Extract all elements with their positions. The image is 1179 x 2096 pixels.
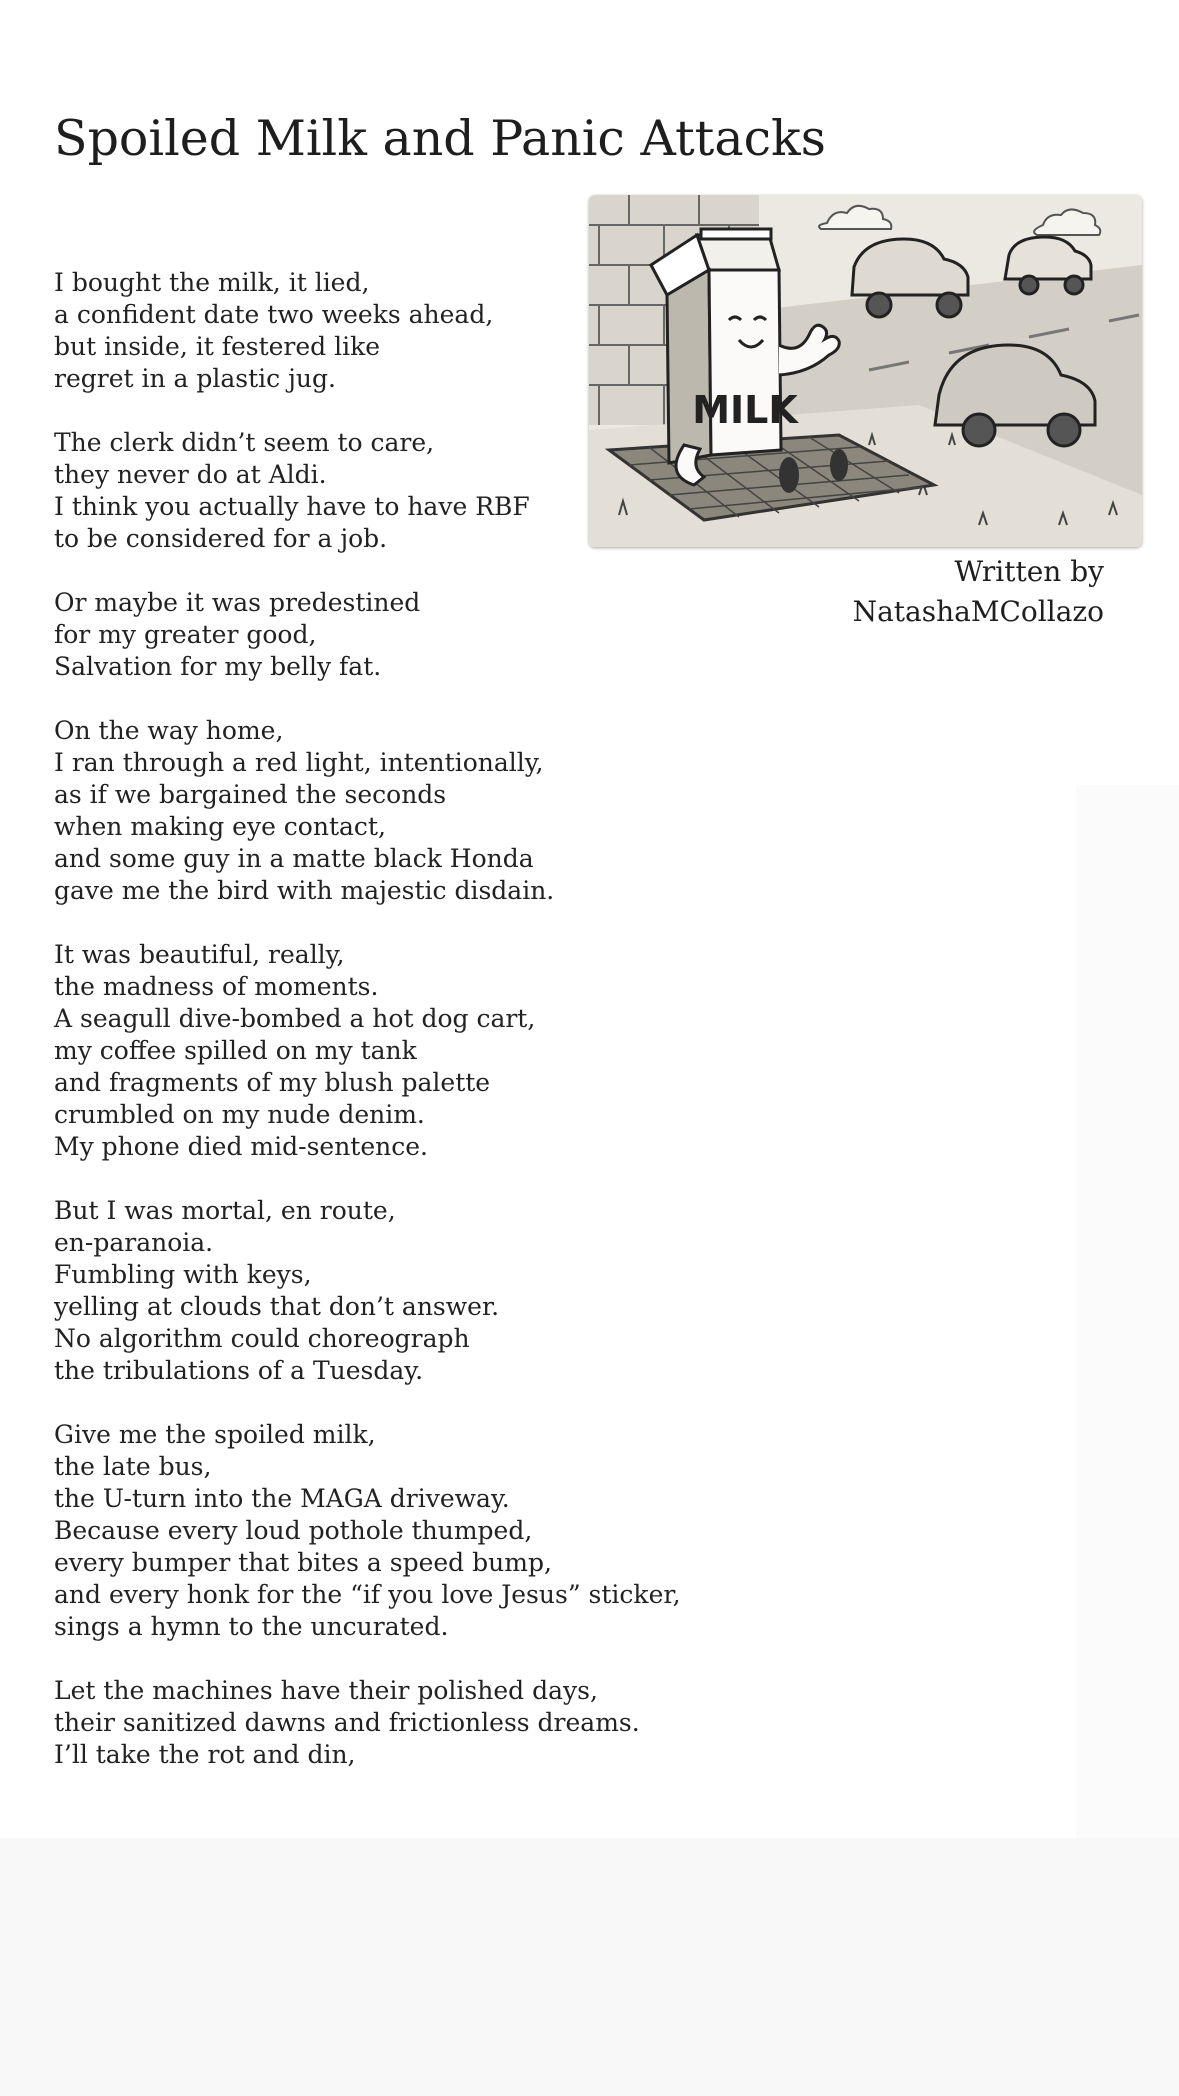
poem-line: gave me the bird with majestic disdain. xyxy=(54,876,555,905)
poem-line: the tribulations of a Tuesday. xyxy=(54,1356,424,1385)
stanza xyxy=(54,587,754,683)
poem-line: and every honk for the “if you love Jesus” sticker, xyxy=(54,1580,681,1609)
poem-line: as if we bargained the seconds xyxy=(54,780,447,809)
poem-line: and some guy in a matte black Honda xyxy=(54,844,534,873)
stanza xyxy=(54,427,754,555)
poem-line: It was beautiful, really, xyxy=(54,940,345,969)
byline-line-1: Written by xyxy=(954,555,1104,588)
poem-line: I ran through a red light, intentionally, xyxy=(54,748,544,777)
stanza xyxy=(54,939,754,1163)
poem-line: A seagull dive-bombed a hot dog cart, xyxy=(54,1004,536,1033)
poem-line: But I was mortal, en route, xyxy=(54,1196,396,1225)
poem-line: and fragments of my blush palette xyxy=(54,1068,491,1097)
poem-line: On the way home, xyxy=(54,716,284,745)
poem-line: every bumper that bites a speed bump, xyxy=(54,1548,552,1577)
poem-line: a confident date two weeks ahead, xyxy=(54,300,494,329)
stanza xyxy=(54,1419,754,1643)
poem-line: the late bus, xyxy=(54,1452,212,1481)
poem-line: when making eye contact, xyxy=(54,812,386,841)
margin-shade xyxy=(1076,785,1179,1838)
poem-line: No algorithm could choreograph xyxy=(54,1324,470,1353)
poem-line: they never do at Aldi. xyxy=(54,460,327,489)
poem-line: to be considered for a job. xyxy=(54,524,388,553)
poem-line: I’ll take the rot and din, xyxy=(54,1740,356,1769)
poem-line: My phone died mid-sentence. xyxy=(54,1132,428,1161)
poem-line: the madness of moments. xyxy=(54,972,379,1001)
stanza xyxy=(54,1675,754,1771)
poem-line: Give me the spoiled milk, xyxy=(54,1420,376,1449)
carton-label: MILK xyxy=(692,388,798,432)
byline-author: NatashaMCollazo xyxy=(852,595,1104,628)
poem-line: Salvation for my belly fat. xyxy=(54,652,382,681)
poem-line: my coffee spilled on my tank xyxy=(54,1036,417,1065)
stanza xyxy=(54,267,754,395)
poem-line: but inside, it festered like xyxy=(54,332,381,361)
stanza xyxy=(54,715,754,907)
poem-line: for my greater good, xyxy=(54,620,317,649)
poem-line: the U-turn into the MAGA driveway. xyxy=(54,1484,510,1513)
poem-line: their sanitized dawns and frictionless dreams. xyxy=(54,1708,640,1737)
poem-line: en-paranoia. xyxy=(54,1228,214,1257)
poem-line: crumbled on my nude denim. xyxy=(54,1100,425,1129)
poem-line: sings a hymn to the uncurated. xyxy=(54,1612,449,1641)
poem-line: Or maybe it was predestined xyxy=(54,588,421,617)
poem-line: I think you actually have to have RBF xyxy=(54,492,530,521)
stanza xyxy=(54,1195,754,1387)
poem-line: regret in a plastic jug. xyxy=(54,364,336,393)
poem-line: The clerk didn’t seem to care, xyxy=(54,428,435,457)
poem-line: yelling at clouds that don’t answer. xyxy=(54,1292,500,1321)
poem-line: Let the machines have their polished days, xyxy=(54,1676,598,1705)
byline xyxy=(853,552,1104,632)
poem-line: Because every loud pothole thumped, xyxy=(54,1516,533,1545)
poem-line: Fumbling with keys, xyxy=(54,1260,312,1289)
poem-line: I bought the milk, it lied, xyxy=(54,268,370,297)
poem-title: Spoiled Milk and Panic Attacks xyxy=(54,110,826,167)
poem-body xyxy=(54,267,754,1803)
